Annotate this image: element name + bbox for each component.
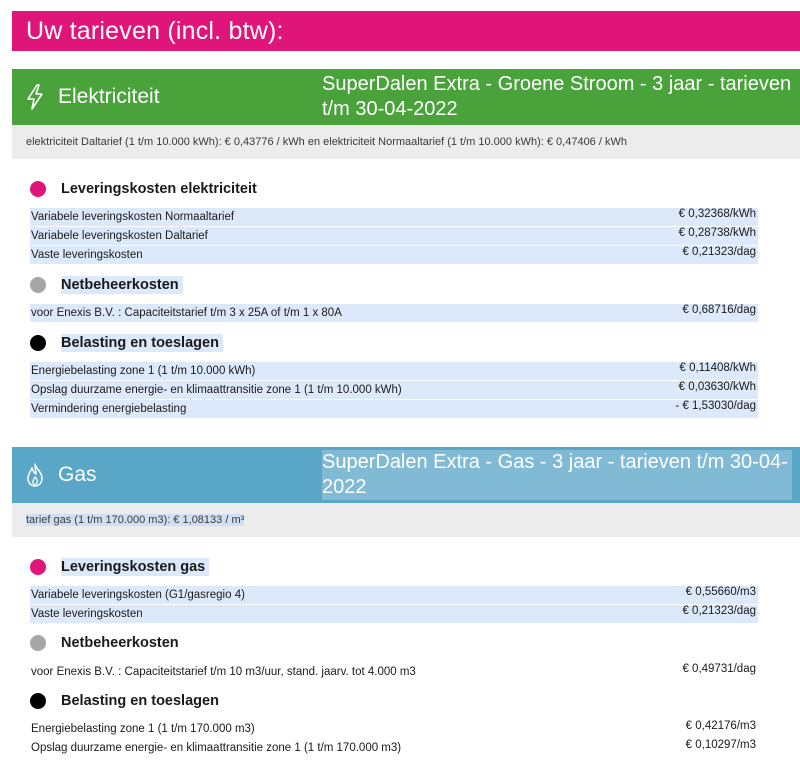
rate-row	[30, 246, 758, 264]
rate-label: Vaste leveringskosten	[31, 249, 143, 261]
rate-row	[30, 586, 758, 604]
rate-row	[30, 362, 758, 380]
group-heading: Leveringskosten elektriciteit	[61, 181, 257, 197]
gas-tax-heading	[30, 691, 223, 711]
group-heading: Belasting en toeslagen	[61, 693, 219, 709]
gas-grid-heading	[30, 633, 183, 653]
rate-label: Opslag duurzame energie- en klimaattransitie zone 1 (1 t/m 170.000 m3)	[31, 742, 402, 754]
group-heading: Leveringskosten gas	[61, 558, 209, 576]
rate-label: Opslag duurzame energie- en klimaattransitie zone 1 (1 t/m 10.000 kWh)	[31, 384, 402, 396]
rate-label: voor Enexis B.V. : Capaciteitstarief t/m 10 m3/uur, stand. jaarv. tot 4.000 m3	[31, 666, 416, 678]
rate-row	[30, 720, 758, 738]
gas-summary	[12, 503, 800, 537]
rate-value: € 0,55660/m3	[685, 586, 756, 598]
rate-value: € 0,68716/dag	[682, 304, 756, 316]
group-heading: Netbeheerkosten	[61, 635, 179, 651]
bullet-dot-pink	[30, 181, 46, 197]
rate-label: Energiebelasting zone 1 (1 t/m 10.000 kWh)	[31, 365, 256, 377]
rate-row	[30, 227, 758, 245]
page-title: Uw tarieven (incl. btw):	[12, 11, 800, 51]
rate-row	[30, 208, 758, 226]
electricity-summary: elektriciteit Daltarief (1 t/m 10.000 kWh): € 0,43776 / kWh en elektriciteit Normaaltarief (1 t/m 10.000 kWh): € 0,47406 / kWh	[12, 125, 800, 159]
rate-value: € 0,21323/dag	[682, 246, 756, 258]
rate-row	[30, 663, 758, 681]
rate-label: voor Enexis B.V. : Capaciteitstarief t/m 3 x 25A of t/m 1 x 80A	[31, 307, 342, 319]
electricity-grid-heading	[30, 275, 183, 295]
rate-value: € 0,49731/dag	[682, 663, 756, 675]
rate-row	[30, 381, 758, 399]
bullet-dot-black	[30, 335, 46, 351]
rate-row	[30, 605, 758, 623]
rate-value: € 0,03630/kWh	[678, 381, 756, 393]
rate-label: Vaste leveringskosten	[31, 608, 143, 620]
rate-label: Variabele leveringskosten (G1/gasregio 4)	[31, 589, 245, 601]
flame-icon	[24, 462, 46, 488]
electricity-section-header	[12, 69, 800, 125]
rate-label: Vermindering energiebelasting	[31, 403, 187, 415]
group-heading: Belasting en toeslagen	[61, 334, 223, 352]
rate-row	[30, 739, 758, 757]
electricity-product-title: SuperDalen Extra - Groene Stroom - 3 jaar - tarieven t/m 30-04-2022	[322, 73, 792, 120]
electricity-tax-heading	[30, 333, 223, 353]
gas-product-title: SuperDalen Extra - Gas - 3 jaar - tarieven t/m 30-04-2022	[322, 450, 792, 500]
rate-value: - € 1,53030/dag	[675, 400, 756, 412]
bullet-dot-black	[30, 693, 46, 709]
rate-value: € 0,11408/kWh	[679, 362, 756, 374]
gas-summary-text: tarief gas (1 t/m 170.000 m3): € 1,08133 / m³	[26, 514, 245, 526]
rate-value: € 0,42176/m3	[685, 720, 756, 732]
gas-title: Gas	[58, 463, 97, 486]
rate-label: Variabele leveringskosten Normaaltarief	[31, 211, 235, 223]
rate-value: € 0,32368/kWh	[678, 208, 756, 220]
rate-label: Energiebelasting zone 1 (1 t/m 170.000 m3)	[31, 723, 255, 735]
electricity-title: Elektriciteit	[58, 85, 160, 108]
gas-supply-heading	[30, 557, 209, 577]
rate-value: € 0,28738/kWh	[678, 227, 756, 239]
group-heading: Netbeheerkosten	[61, 276, 183, 294]
electricity-supply-heading	[30, 179, 261, 199]
rate-label: Variabele leveringskosten Daltarief	[31, 230, 208, 242]
rate-row	[30, 400, 758, 418]
lightning-bolt-icon	[24, 84, 46, 110]
rate-row	[30, 304, 758, 322]
rate-value: € 0,21323/dag	[682, 605, 756, 617]
bullet-dot-grey	[30, 635, 46, 651]
rate-value: € 0,10297/m3	[685, 739, 756, 751]
bullet-dot-grey	[30, 277, 46, 293]
gas-section-header	[12, 447, 800, 503]
bullet-dot-pink	[30, 559, 46, 575]
